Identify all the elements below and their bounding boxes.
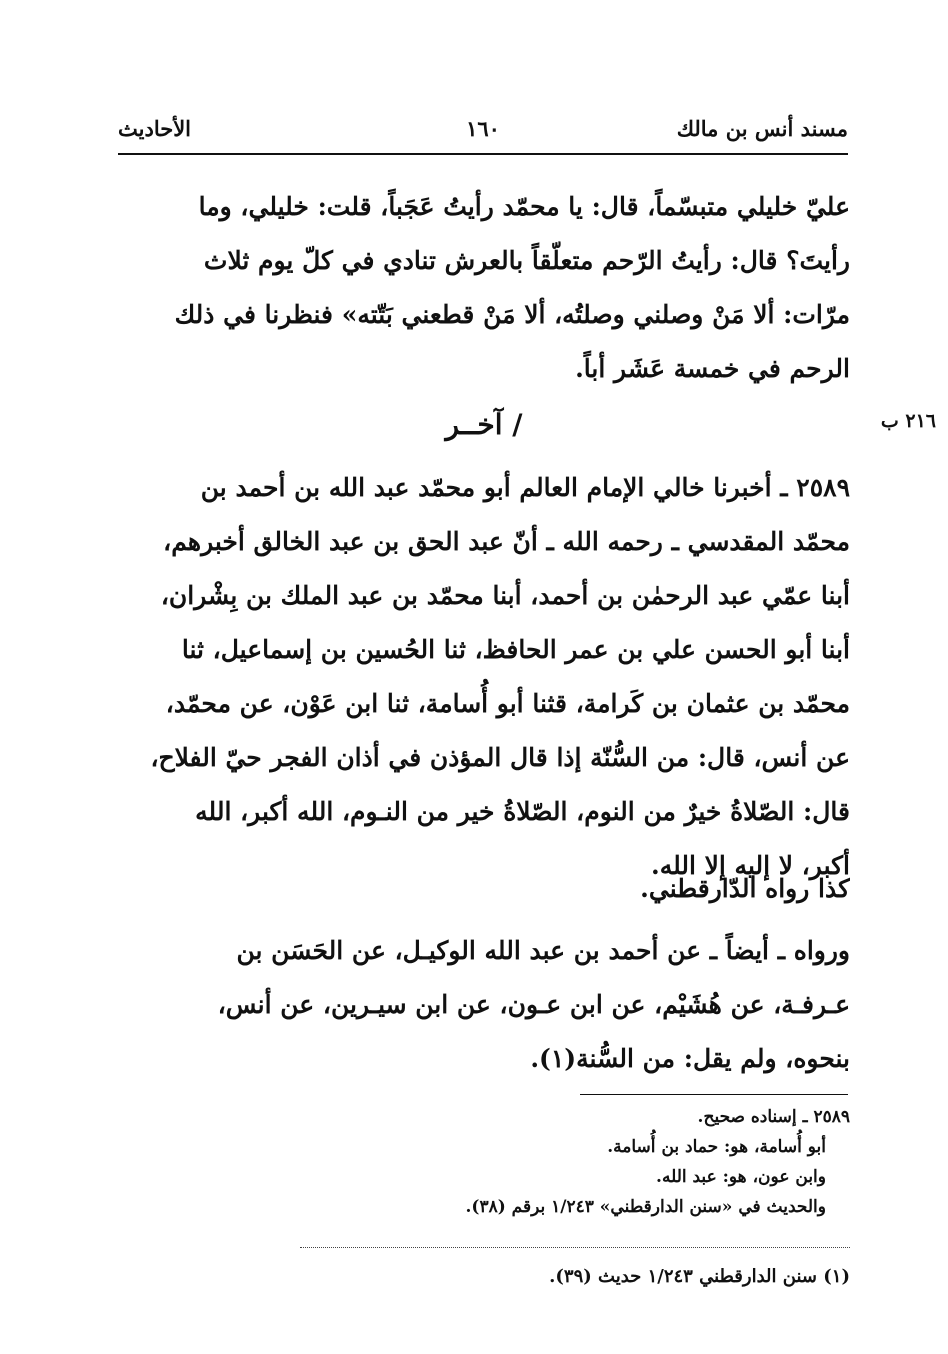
manuscript-folio-note: ٢١٦ ب xyxy=(880,410,936,432)
narration-note xyxy=(118,862,850,912)
section-title-header: الأحاديث xyxy=(118,116,192,141)
text-line: رأيتَ؟ قال: رأيتُ الرّحم متعلّقاً بالعرش تنادي في كلّ يوم ثلاث xyxy=(203,246,850,275)
text-line: محمّد المقدسي ـ رحمه الله ـ أنّ عبد الحق بن عبد الخالق أخبرهم، xyxy=(163,527,850,556)
text-line: عن أنس، قال: من السُّنّة إذا قال المؤذن في أذان الفجر حيّ الفلاح، xyxy=(150,743,850,772)
text-line: أكبر، لا إليه إلا الله. xyxy=(651,851,850,880)
text-line: قال: الصّلاةُ خيرٌ من النوم، الصّلاةُ خير من النـوم، الله أكبر، الله xyxy=(195,797,850,826)
text-line: ورواه ـ أيضاً ـ عن أحمد بن عبد الله الوكيـل، عن الحَسَن بن xyxy=(236,936,850,965)
section-heading: / آخــر xyxy=(445,408,523,441)
text-line: كذا رواه الدّارقطني. xyxy=(640,874,850,903)
text-line: ٢٥٨٩ ـ أخبرنا خالي الإمام العالم أبو محمّد عبد الله بن أحمد بن xyxy=(200,473,850,502)
book-title: مسند أنس بن مالك xyxy=(676,116,848,141)
footnote-line: وابن عون، هو: عبد الله. xyxy=(656,1167,826,1187)
footnotes-grading xyxy=(300,1102,850,1222)
header-divider xyxy=(118,153,848,155)
page-number: ١٦٠ xyxy=(466,116,500,141)
text-line: الرحم في خمسة عَشَر أباً. xyxy=(575,354,850,383)
footnote-line: أبو أُسامة، هو: حماد بن أُسامة. xyxy=(607,1137,826,1157)
footnote-dotted-divider xyxy=(300,1247,850,1248)
footnote-divider xyxy=(580,1094,848,1095)
text-line: أبنا أبو الحسن علي بن عمر الحافظ، ثنا الحُسين بن إسماعيل، ثنا xyxy=(181,635,850,664)
text-line: محمّد بن عثمان بن كَرامة، قثنا أبو أُسامة، ثنا ابن عَوْن، عن محمّد، xyxy=(165,689,850,718)
text-line: أبنا عمّي عبد الرحمٰن بن أحمد، أبنا محمّد بن عبد الملك بن بِشْران، xyxy=(160,581,850,610)
footnote-line: ٢٥٨٩ ـ إسناده صحيح. xyxy=(697,1107,850,1127)
text-line: مرّات: ألا مَنْ وصلني وصلتُه، ألا مَنْ قطعني بَتّته» فنظرنا في ذلك xyxy=(174,300,850,329)
paragraph-continuation xyxy=(118,180,850,400)
footnote-reference: (١) سنن الدارقطني ١/٢٤٣ حديث (٣٩). xyxy=(549,1266,850,1287)
page-header xyxy=(118,112,848,152)
hadith-text xyxy=(118,461,850,880)
text-line: بنحوه، ولم يقل: من السُّنة(١). xyxy=(530,1044,850,1073)
footnote-line: والحديث في «سنن الدارقطني» ١/٢٤٣ برقم (٣٨). xyxy=(465,1197,826,1217)
text-line: عـرفـة، عن هُشَيْم، عن ابن عـون، عن ابن سيـرين، عن أنس، xyxy=(217,990,850,1019)
text-line: عليّ خليلي متبسّماً، قال: يا محمّد رأيتُ عَجَباً، قلت: خليلي، وما xyxy=(198,192,850,221)
alternate-narration xyxy=(118,924,850,1084)
